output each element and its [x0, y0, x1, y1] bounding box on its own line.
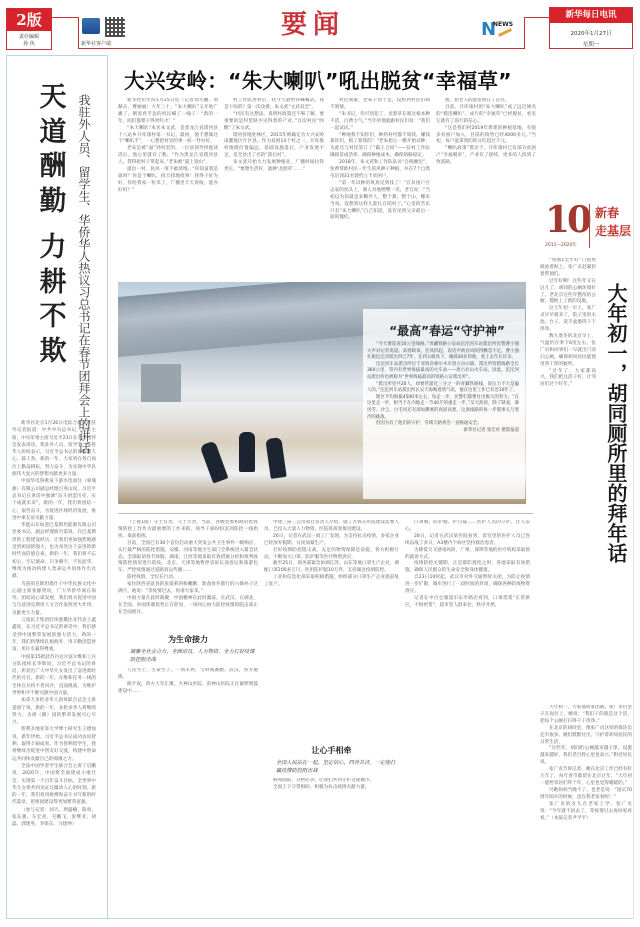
paragraph: “种地我不知你们，种药村村都不知我。赚钱靠你们，赔了算我的！”老朱把心一横开始试种，为此还与村民签订了“霸王合同”——驻村工作队确保苗成活率，确保种植成本，确保销路稳定。: [330, 132, 430, 159]
paragraph: 在北京的胡同里，像张广贞这样的保洁员还有很多。她们默默付出，守护着胡同居民的日常生活。: [540, 725, 632, 745]
paragraph: 目前，开库康村的“朱大喇叭”成了远近闻名的“模范喇叭”，成片的“幸福草”已经脱贫，看见它就有了前行的信心。: [436, 104, 536, 124]
subhead-intro: 凝聚全社会合力，全面动员，人力物资，全力打好疫情防控阻击战: [130, 649, 255, 663]
issue-date: 2020年1月27日: [570, 31, 612, 37]
paragraph: 病毒面前，分秒必争。让我们共同守护这座城市。: [273, 778, 375, 783]
paragraph: 张广贞的女儿在老家上学。张广贞说：“今年就不回去了，等疫情过去再回家看看。”（本报记者尹平平）: [540, 801, 632, 821]
title-char: 勤: [39, 185, 67, 217]
paragraph: 加拿大多伦多华人团体联合总会主席姜国宁说，新的一年，多伦多华人将继续努力，为祖（籍）国的繁荣发展尽心尽力。: [12, 698, 96, 726]
logo-number: 10: [545, 199, 590, 241]
paragraph: 华能山东如意巴基斯坦能源有限公司党委书记、副总经理陈竹第说，在巴基斯坦的工程建设经历，让我们更加强烈地感受到祖国的强大，也为身处这个奋进的新时代而倍感自豪。新的一年，我们将不忘初心，牢记使命，只争朝夕，不负韶华，继续为推动构建人类命运共同体作出贡献。: [12, 523, 96, 580]
paragraph: 大年初一，大家都回家团圆。张广贞仍坚守在岗位上，她说：“我们干的就是这个活，把每个公厕打扫得干干净净。”: [540, 705, 632, 724]
paragraph: 张广贞告诉记者，她在北京工作已经有好几年了，每年春节都留在北京过年。“大年初一能给邻居们拜个年，心里也觉得暖暖的。”: [540, 767, 632, 786]
edition-number: 2版: [7, 9, 51, 31]
paragraph: “过年了，大家都高兴。我们把这活干好，让邻居们过个好年。”: [540, 368, 596, 388]
photo-caption-text: [367, 342, 519, 434]
title-char: 不: [39, 301, 67, 332]
subhead-intro: 全国人民站在一起，坚定信心，同舟共济，一定能打赢疫情防控阻击战: [276, 760, 396, 774]
paragraph: 村工作队进村后，我今天就给你喊喊话，我是干啥的？第一次攻难，朱文武“文武双全”。: [224, 98, 324, 110]
header-rule: [78, 48, 224, 49]
subhead-hand-in-hand: 让心手相牵: [311, 746, 352, 755]
paragraph: 提出一村，民风一度不敢恭维。“你知道我是谁吗？你是个喇叭，找天找地找事！我得干好为好，你哈我家一粒米了，广播里天天说啥，能办好吗？”: [118, 167, 218, 193]
title-char: 力: [39, 232, 67, 263]
xinhua-app-icon[interactable]: [82, 18, 100, 34]
paragraph: 打好疫情防控阻击战，充足的物资保障是前提。各方积极行动，不断加大口罩、防护服等医疗物资供应。: [264, 547, 399, 560]
news-logo-text: NEWS: [493, 21, 514, 28]
title-char: 天: [39, 82, 67, 113]
paragraph: “朱书记，你可别犯了，龙胆草在咱这根本种不活，白费力气。”当年的他就跟村民们说：“我们一起试试。”: [330, 111, 430, 131]
paragraph: 沱沱河车站派出所位于青海省格尔木市唐古拉山镇，派出所管辖线路全长360公里，管内有世界海拔最高的火车站——唐古拉山火车站。因此，沱沱河站派出所也被称为“世界海拔最高的铁路公安派出所”。: [367, 361, 519, 380]
paragraph: “凤凰1全年好”门窗剪纸放着贴上，张广贞赶紧扭着帮他们。: [540, 258, 596, 277]
paragraph: 云南民丰集团驻埃塞俄比亚代表王鑫鑫说，在习近平总书记的讲话中，我们感受到中国繁荣发展的强大活力。新的一年，我们将继续扎根海外，用辛勤创造财富，用汗水赢得尊重。: [12, 618, 96, 653]
paragraph: 家住陕西省富县的张爱莉的杨鹏鹏，准备放弃旅行的六婶孙子过满月，他说：“等疫情过去，再请大家来。”: [118, 582, 258, 595]
paragraph: 朱文武开始大力发展种植业，广播时间拉得更长，“要想生活好，就种‘龙胆草’……”: [224, 160, 324, 173]
paragraph: 中建三局三公司项目负责人介绍，施工方将在医院建设需要人员，已投入大量人力物资，医院将高效推进建设。: [264, 520, 399, 532]
main-article-col-1: [118, 98, 218, 270]
editor-label: [7, 31, 51, 48]
paragraph: 截至25日，商务部紧急协调江苏、山东等地口罩生产企业，调配口罩200多万只，医用防护服10万件，支持湖北疫情防控。: [264, 561, 399, 574]
paragraph: 村民商量，老朱干劲十足，没想到村民们却不领情。: [330, 98, 430, 110]
lower-article-col-1: [118, 520, 258, 630]
paragraph: 28日，记者在武汉某医院看到，诊室里的医护人员已连续奋战了多日，A3楼内个病区坚持救治患者。: [405, 533, 530, 546]
paragraph: 过年好啊！这些年又在这儿了，胡同的公厕环境好了。老北京这些年整改的公厕，都换上了新的设施。: [540, 278, 596, 305]
issue-weekday: 星期一: [582, 42, 600, 48]
photo-caption-title: “最高”春运“守护神”: [389, 324, 505, 338]
lower-article-col-2: [264, 520, 399, 735]
paragraph: 新华社北京1月26日电综合新华社驻外记者报道：中共中央总书记、国家主席、中央军委主席习近平23日在春节团拜会发表讲话。我驻外人员、留学生、华侨华人纷纷表示，习近平总书记的讲话暖人心、鼓干劲，新的一年，大家将在各自岗位上勤奋耕耘，努力奋斗，为实现中华民族伟大复兴的梦想贡献更多力量。: [12, 421, 96, 478]
page-border: [6, 918, 634, 919]
paragraph: 目前，全国已有30个省份启动重大突发公共卫生事件一级响应，实行最严格的防控措施。安徽、河南等地卫生部门全系统进入紧急状态，全部取消春节休假。湖南、江西等地采取有效措施分析和预判疫情防控情况进行防疫，北京、天津等地暂停省际长途客运和旅游包车。严控疫情通过道路客运传播……: [118, 540, 258, 574]
paragraph: “这是我们村2019年新建的种植基地，有很多贫困户加入，目前的销售已经4000多元。”当初，每户能拿到的的分红超过千元。: [436, 125, 536, 145]
paragraph: 数九寒冬的北京早上，气温仍在零下6度左右。张广贞和同事们一早就出门清扫公厕，确保胡同居民能使用到干净的厕所。: [540, 333, 596, 367]
paragraph: 新华社哈尔滨1月25日电（记者刘大鹏、刘赫垚、曹丽丽）大年三十，“朱大喇叭”又开始广播了。朝着看手边的村民喊了一嗓子：“新的一年，咱们都要干得更红火！”: [118, 98, 218, 124]
title-char: 欺: [39, 335, 67, 367]
paragraph: 他，把老人的愿望放在了首位。: [445, 98, 510, 103]
paragraph: 为降低交叉感染风险，广州、深圳等地的医疗机构采取预约就诊方式。: [405, 547, 530, 560]
title-char: 酬: [39, 151, 67, 182]
paragraph: 防控疫情，全民在行动。: [127, 575, 178, 581]
left-article-title: [33, 81, 73, 369]
edition-box: [6, 8, 52, 50]
main-article-col-4: [436, 98, 536, 198]
title-char: 耕: [39, 266, 67, 298]
paragraph: 记者在中百仓储超市东亭路店看到，口罩货架“正常供应，不惧停货”，超市里人群来往，秩序井然。: [405, 595, 530, 608]
subhead-for-life: 为生命接力: [168, 635, 208, 644]
paragraph: 工业和信息化部采取积极措施，组织部分口罩生产企业提前复工复产。: [264, 575, 399, 588]
paragraph: “今天要巡查10公里线路。”青藏铁路公安局沱沱河车站派出所民警曹小强大声对记者说道。高寒缺氧、狂风四起，说话声被吞风吹得飘忽不定。曹小强扎根沱沱河派出所已7年，在四五级风下，刚满30岁的他，看上去年长许多。: [367, 342, 519, 361]
paragraph: （上接1版）守土有责、守土尽责，当前，各级党委和政府把疫情防控工作作为最重要的工作来抓，领导干部纷纷沉到防控一线指挥，靠前指挥。: [118, 520, 258, 539]
date-box: [549, 7, 633, 49]
photo-credit: 新华社记者 张宏祥 摄影报道: [463, 427, 519, 433]
paragraph: 乌兹别克斯坦塔什干中华民族文化中心副主席张静贤说，广大华侨华商在海外，团结同心谋发展，我们将为促进中国与乌兹别克斯坦人文合作发挥更大作用，贡献更大力量。: [12, 581, 96, 616]
paragraph: 全国上下守望相助，积极为抗击疫情贡献力量。: [273, 784, 370, 790]
paragraph: 但因为有了他们的守护，雪域天路将会一直畅通安全。: [376, 421, 482, 427]
paragraph: “喇叭政策”带动下，开库康村已有部分贫困户“幸福脱贫”，产业有了接续，更多的人找到了致富路。: [436, 146, 536, 166]
title-char: 道: [39, 116, 67, 148]
paragraph: 全法中国学者学生联合会主席丁启鹏说，2020年，中国将全面建成小康社会，实现第一个百年奋斗目标，全世界中华儿女将共同见证这激动人心的时刻。新的一年，我们将用拼搏和奋斗书写新的时代篇章，把祖国建设得更加繁荣富强。: [12, 763, 96, 806]
main-article-col-2: [224, 98, 324, 270]
paragraph: 自23日10时起，武汉市对外交通暂时关闭，为防止疫情进一步扩散，城市进行了一段时间的封闭，确保各种防疫物资供应。: [405, 575, 530, 595]
paragraph: 26日，记者在武汉一间工厂发现，为支持抗击疫情，多家企业已经放弃假期，日夜加紧生产。: [264, 533, 399, 546]
paragraph: 2018年，朱文武和工作队队员“自掏腰包”，免费帮助村民一年生的风种子种植，并在7个自然屯培训31名建档立卡贫困户。: [330, 160, 430, 179]
left-article-subtitle: 我驻外人员、留学生、华侨华人热议习总书记在春节团拜会上的讲话: [77, 94, 91, 454]
header-rule: [224, 48, 524, 49]
paragraph: 口罩脱、防护服、护目镜……医护人员的守护，让人安心。: [405, 520, 530, 532]
header-rule: [524, 17, 550, 18]
lower-article-col-3: [405, 520, 530, 910]
lower-article-col-2-tail: [264, 778, 399, 913]
paragraph: 疫情防控关键期，正是群防群控之时，各地采取有效措施，确保人民群众的生命安全和身体健康。: [405, 561, 530, 574]
main-article-col-3: [330, 98, 430, 276]
right-feature-col-2: [540, 705, 632, 913]
reporter-credits: （参与记者：刘天、周盛楠、陈勇、张东强、车宏亮、毛鹏飞、张继业、胡磊、郭建英、李保东、马建坤）: [12, 807, 96, 828]
paragraph: 辖区平均海拔4500米左右，每走一步，民警们都要付出极大的努力。“在这里走一步，相当于在内地走一节40斤的重走一步。”吴天海说，除了缺氧，暴风雪、沙尘，白毛风还有深如渊底的高原高寒，这条线路的每一步都事关与寒冷的挑战。: [367, 394, 519, 420]
qr-code-icon[interactable]: [105, 17, 125, 37]
lower-article-col-1-tail: [118, 668, 258, 908]
paragraph: 人民至上，生命至上。一刻未停，与时间赛跑。武汉，各方驰援。: [118, 668, 258, 680]
paragraph: 中国第15批赴苏丹达尔富尔维和工兵分队指挥长李辉说，习近平总书记的讲话，彰显出广大中华儿女发出了奋进新时代的号召。新的一年，在维和任务一线的全体官兵将不畏风沙，直面挑战，为维护世界和平不断贡献中国力量。: [12, 654, 96, 696]
paper-name: 新华每日电讯: [550, 8, 632, 23]
editor-label-text: 责任编辑: [18, 34, 39, 40]
right-feature-col-1: [540, 258, 596, 698]
page-border: [633, 55, 634, 919]
paragraph: 智利圣地亚哥大学博士研究生王德仙说，新年伊始，习近平总书记成功访问智利，取得丰硕成果。作为智利留学生，我将继续为促进中智友好交流，构建中智命运共同体贡献自己的绵薄之力。: [12, 727, 96, 762]
editor-name: 孙 侠: [23, 41, 35, 47]
paragraph: 可她妈妈当晚不了，也老是说：“国庆70周年阅兵的时候，也在我老家看呢！”: [540, 787, 632, 800]
paragraph: “朱大喇叭”本名朱文武，是黑龙江省塔河县十八站乡开库康村第一书记。最初，他不想做这个“喇叭手”，一心想把村里的事一桩一件办好。: [118, 125, 218, 145]
paragraph: 中国力量在此时凝聚，中国精神在此时激荡。在武汉，在湖北，在全国，举国体制优势正在彰显，一场同心协力防控疫情的阻击战正在全面展开。: [118, 595, 258, 615]
photo-officer: [239, 432, 255, 472]
paragraph: 塔河县地处林区，2015年被确定为大兴安岭南麓地区片区县。作为贫困14个村之一，开库康村地理位置偏远，基础设施落后，产业发展不足，是全县出了名的“落后村”。: [224, 132, 324, 159]
paragraph: 除夕夜，四方大军汇聚。火神山医院、雷神山医院正在紧锣密鼓建设中……: [118, 681, 258, 694]
logo-text-1: 新春: [595, 206, 620, 220]
paragraph: 中国华电鲁歌泉下游水电项目（柬埔寨）有限公司副总经理吕英山说，习近平总书记在讲话中强调“奋斗创造历史，实干成就未来”，新的一年，我们将团结一心，艰苦奋斗，为促进区域经济发展，推进中柬友谊贡献力量。: [12, 479, 96, 521]
new-year-grassroots-logo: [545, 200, 635, 252]
header-rule: [524, 17, 525, 49]
news-logo-icon: N NEWS: [481, 19, 514, 40]
main-headline: 大兴安岭：“朱大喇叭”吼出脱贫“幸福草”: [124, 69, 512, 93]
paragraph: “村民有这想法，说明村政策还不够了解，要重要的是村里缺少见得着的产业。”这次村民“吵醒”了朱文武。: [224, 111, 324, 131]
section-title: 要闻: [281, 10, 346, 40]
paragraph: “派出所里共20人，却要管辖近三分之一的青藏铁路线，说压力不大是骗人的。”沱沱河车站派出所长吴天海喝着熬气说，他在这里工作已有近10年了。: [367, 381, 519, 394]
header-rule: [78, 17, 79, 48]
logo-years: 2011—2020年: [545, 243, 577, 248]
logo-text-2: 走基层: [595, 224, 632, 238]
paragraph: 这天年初一早上，张广贞早早就来了，院子里的水池、台子、洗手盆擦得干干净净。: [540, 306, 596, 333]
paragraph: “第一年试种的风真见到钱了！”在贫困户召志家的炕头上，满人对他嘿嘿一笑。老召说：“当初以为你就是来糊弄人，整个寨，整个山，哪来当真。没想到这样儿能扎在咱村了。”心里的苦乐只有“朱大喇叭”自己知道，没有见到父亲最后一面的愧疚。: [330, 180, 430, 221]
paragraph: “这些年，胡同的公厕越来越干净，设施越来越好，我们老百姓心里也高兴。”附近居民说。: [540, 746, 632, 766]
section-divider: [118, 513, 533, 514]
left-article-body: [12, 420, 96, 829]
client-label: 新华社客户端: [81, 41, 112, 47]
right-feature-headline: 大年初一，胡同厕所里的拜年话: [604, 283, 628, 563]
paragraph: 老朱是被“逼”到村里的。一位县领导找他谈话后，他心里就有了数。“作为黑龙江省塔河县人，我得把村子带起来。”老朱被“逼上梁山”。: [118, 146, 218, 166]
header-rule: [52, 17, 79, 18]
